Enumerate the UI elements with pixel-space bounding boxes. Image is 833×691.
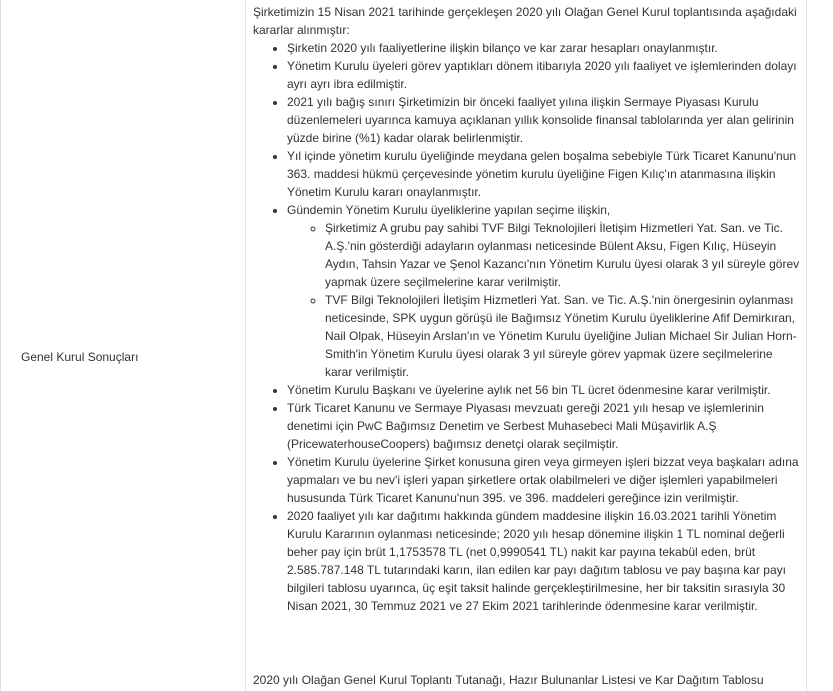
decision-item-election <box>287 201 801 381</box>
decisions-list <box>253 39 801 615</box>
decision-item: • Yönetim Kurulu Başkanı ve üyelerine aylık net 56 bin TL ücret ödenmesine karar verilmiştir. <box>287 381 801 399</box>
minutes-document-link[interactable]: 2020 yılı Olağan Genel Kurul Toplantı Tutanağı, Hazır Bulunanlar Listesi ve Kar Dağıtım Tablosu <box>253 673 764 687</box>
decision-item: • 2021 yılı bağış sınırı Şirketimizin bir önceki faaliyet yılına ilişkin Sermaye Piyasası Kurulu düzenlemeleri uyarınca kamuya açıklanan yıllık konsolide finansal tablolarında yer alan gelirinin yüzde birine (%1) kadar olarak belirlenmiştir. <box>287 93 801 147</box>
intro-text: Şirketimizin 15 Nisan 2021 tarihinde gerçekleşen 2020 yılı Olağan Genel Kurul toplantısında aşağıdaki kararlar alınmıştır: <box>253 5 797 37</box>
section-label: Genel Kurul Sonuçları <box>21 350 139 364</box>
election-sublist <box>287 219 801 381</box>
decision-item: • 2020 faaliyet yılı kar dağıtımı hakkında gündem maddesine ilişkin 16.03.2021 tarihli Yönetim Kurulu Kararının oylanması neticesinde; 2020 yılı hesap dönemine ilişkin 1 TL nominal değerli beher pay için brüt 1,1753578 TL (net 0,9990541 TL) nakit kar payına tekabül eden, brüt 2.585.787.148 TL tutarındaki karın, ilan edilen kar payı dağıtım tablosu ve pay başına kar payı bilgileri tablosu uyarınca, üç eşit taksit halinde gerçekleştirilmesine, her bir taksitin sırasıyla 30 Nisan 2021, 30 Temmuz 2021 ve 27 Ekim 2021 tarihlerinde ödenmesine karar verilmiştir. <box>287 507 801 615</box>
election-subitem: ◦ TVF Bilgi Teknolojileri İletişim Hizmetleri Yat. San. ve Tic. A.Ş.'nin önergesinin oylanması neticesinde, SPK uygun görüşü ile Bağımsız Yönetim Kurulu üyeliklerine Afif Demirkıran, Nail Olpak, Hüseyin Arslan'ın ve Yönetim Kurulu üyeliğine Julian Michael Sir Julian Horn-Smith'in Yönetim Kurulu üyesi olarak 3 yıl süreyle görev yapmak üzere seçilmelerine karar verilmiştir. <box>325 291 801 381</box>
election-intro: Gündemin Yönetim Kurulu üyeliklerine yapılan seçime ilişkin, <box>287 203 611 217</box>
decision-item: • Şirketin 2020 yılı faaliyetlerine ilişkin bilanço ve kar zarar hesapları onaylanmıştır. <box>287 39 801 57</box>
column-divider <box>245 0 246 691</box>
decision-item: • Türk Ticaret Kanunu ve Sermaye Piyasası mevzuatı gereği 2021 yılı hesap ve işlemlerinin denetimi için PwC Bağımsız Denetim ve Serbest Muhasebeci Mali Müşavirlik A.Ş (PricewaterhouseCoopers) bağımsız denetçi olarak seçilmiştir. <box>287 399 801 453</box>
decision-item: • Yönetim Kurulu üyeleri görev yaptıkları dönem itibarıyla 2020 yılı faaliyet ve işlemlerinden dolayı ayrı ayrı ibra edilmiştir. <box>287 57 801 93</box>
decision-item: • Yönetim Kurulu üyelerine Şirket konusuna giren veya girmeyen işleri bizzat veya başkaları adına yapmaları ve bu nev'i işleri yapan şirketlere ortak olabilmeleri ve diğer işlemleri yapabilmeleri hususunda Türk Ticaret Kanunu'nun 395. ve 396. maddeleri gereğince izin verilmiştir. <box>287 453 801 507</box>
decision-item: • Yıl içinde yönetim kurulu üyeliğinde meydana gelen boşalma sebebiyle Türk Ticaret Kanunu'nun 363. maddesi hükmü çerçevesinde yönetim kurulu üyeliğine Figen Kılıç'ın atanmasına ilişkin Yönetim Kurulu kararı onaylanmıştır. <box>287 147 801 201</box>
results-content <box>253 3 801 615</box>
election-subitem: ◦ Şirketimiz A grubu pay sahibi TVF Bilgi Teknolojileri İletişim Hizmetleri Yat. San. ve Tic. A.Ş.'nin gösterdiği adayların oylanması neticesinde Bülent Aksu, Figen Kılıç, Hüseyin Aydın, Tahsin Yazar ve Şenol Kazancı'nın Yönetim Kurulu üyesi olarak 3 yıl süreyle görev yapmak üzere seçilmelerine karar verilmiştir. <box>325 219 801 291</box>
scrollbar[interactable] <box>808 0 833 691</box>
